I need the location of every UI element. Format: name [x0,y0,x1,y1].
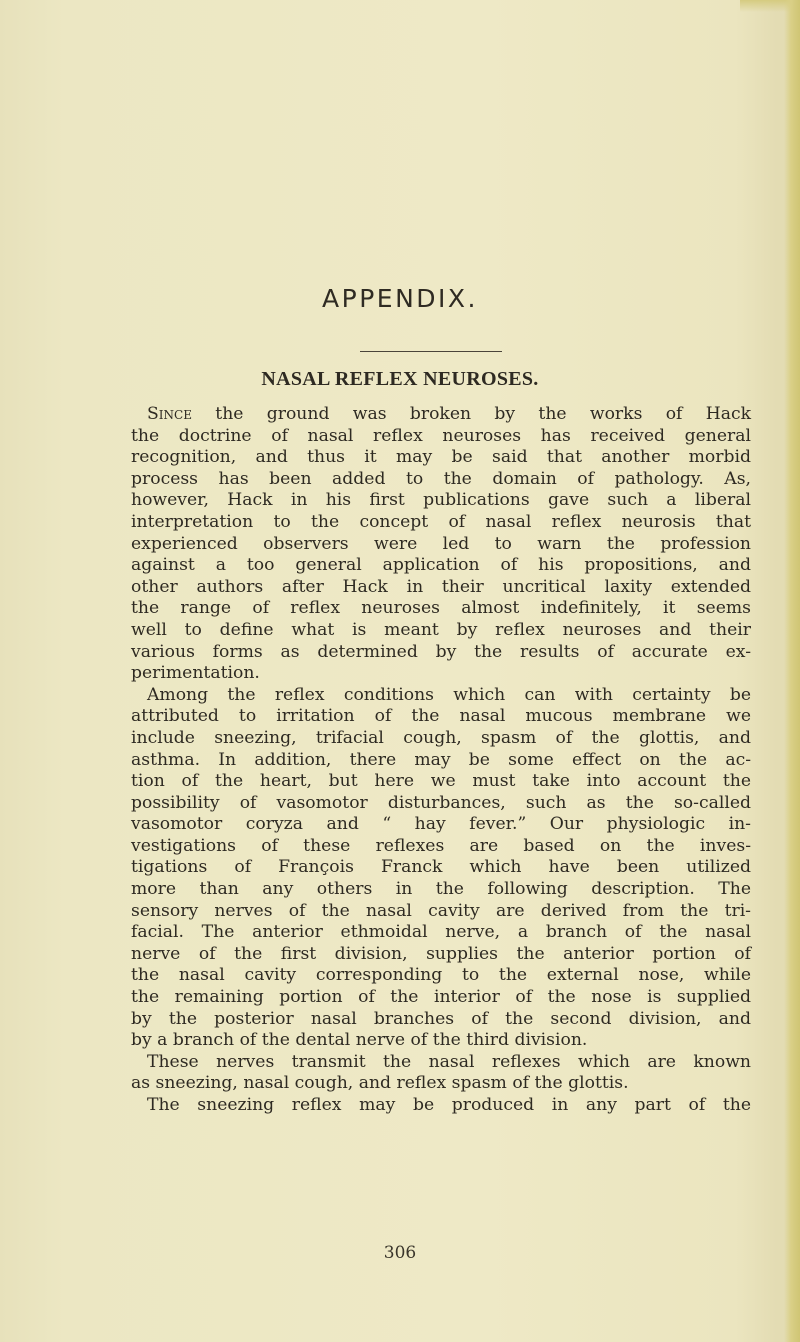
text-line: tigations of François Franck which have been utilized [131,857,751,878]
heading-divider [360,351,502,352]
text-line: perimentation. [131,663,260,684]
text-line: include sneezing, trifacial cough, spasm of the glottis, and [131,727,751,748]
text-line: the nasal cavity corresponding to the external nose, while [131,965,751,986]
text-line: vestigations of these reflexes are based on the inves- [131,835,751,856]
text-line: attributed to irritation of the nasal mucous membrane we [131,706,751,727]
text-line: interpretation to the concept of nasal reflex neurosis that [131,511,751,532]
text-line: tion of the heart, but here we must take into account the [131,771,751,792]
text-line: Since the ground was broken by the works of Hack [147,404,751,424]
text-line: facial. The anterior ethmoidal nerve, a branch of the nasal [131,922,751,943]
text-line: asthma. In addition, there may be some effect on the ac- [131,749,751,770]
text-line: by a branch of the dental nerve of the third division. [131,1030,588,1051]
text-line: various forms as determined by the results of accurate ex- [131,641,751,662]
text-line: the remaining portion of the interior of the nose is supplied [131,987,751,1008]
text-line: as sneezing, nasal cough, and reflex spasm of the glottis. [131,1073,629,1094]
text-line: vasomotor coryza and “ hay fever.” Our physiologic in- [131,814,751,835]
text-line: Among the reflex conditions which can with certainty be [147,684,751,705]
opening-word: Since [147,404,192,424]
text-line: experienced observers were led to warn the profession [131,533,751,554]
text-line: more than any others in the following description. The [131,879,751,900]
text-line: other authors after Hack in their uncritical laxity extended [131,576,751,597]
text-line: nerve of the first division, supplies the anterior portion of [131,943,751,964]
page-edge [784,0,800,1342]
appendix-heading: APPENDIX. [322,284,478,313]
text-line: recognition, and thus it may be said that another morbid [131,447,751,468]
text-line: well to define what is meant by reflex neuroses and their [131,619,751,640]
text-line: process has been added to the domain of pathology. As, [131,468,751,489]
text-line: The sneezing reflex may be produced in any part of the [147,1095,751,1115]
text-line: the doctrine of nasal reflex neuroses has received general [131,425,751,446]
text-line: however, Hack in his first publications gave such a liberal [131,490,751,511]
text-line: possibility of vasomotor disturbances, such as the so-called [131,792,751,813]
body-text [131,404,751,1117]
text-line: the range of reflex neuroses almost indefinitely, it seems [131,598,751,619]
page-number: 306 [383,1243,417,1263]
text-line: against a too general application of his propositions, and [131,555,751,576]
section-title: NASAL REFLEX NEUROSES. [261,368,539,390]
text-line: sensory nerves of the nasal cavity are derived from the tri- [131,900,751,921]
text-line: These nerves transmit the nasal reflexes which are known [147,1051,751,1072]
text-line: by the posterior nasal branches of the second division, and [131,1008,751,1029]
